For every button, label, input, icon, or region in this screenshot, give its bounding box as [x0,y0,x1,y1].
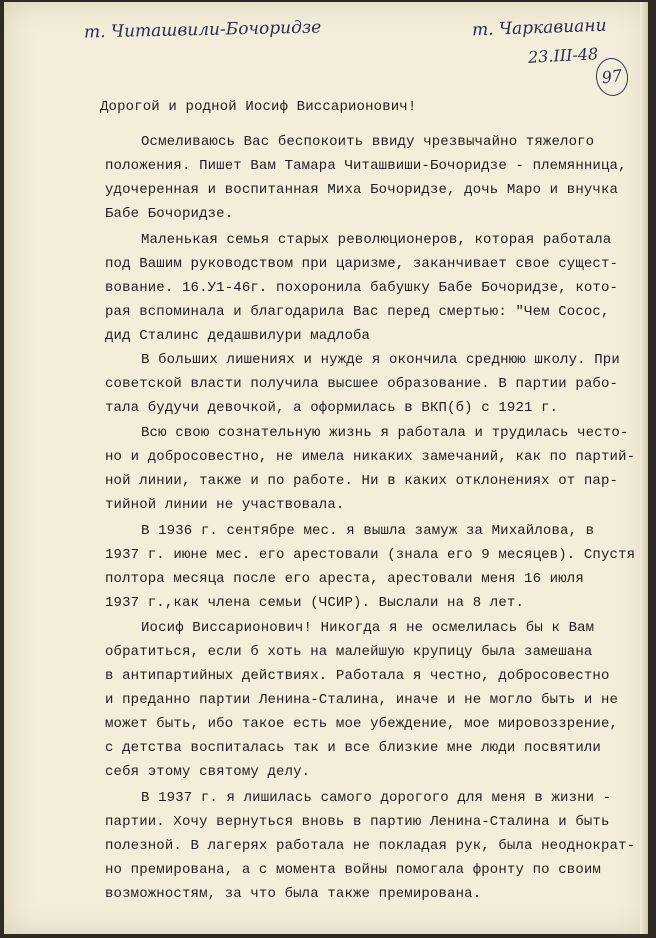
handwritten-date: 23.III-48 [527,44,599,67]
text-line: полезной. В лагерях работала не покладая рук, была неоднократ- [105,838,636,854]
text-line: ной линии, также и по работе. Ни в каких отклонениях от пар- [105,473,619,489]
text-line: вование. 16.У1-46г. похоронила бабушку Бабе Бочоридзе, кото- [105,280,619,296]
text-line: рая вспоминала и благодарила Вас перед смертью: "Чем Сосос, [105,304,610,320]
text-line: может быть, ибо такое есть мое убеждение, мое мировоззрение, [105,716,619,732]
handwritten-note-left: т. Читашвили-Бочоридзе [83,17,322,43]
text-line: полтора месяца после его ареста, арестовали меня 16 июля [105,571,584,587]
letter-greeting: Дорогой и родной Иосиф Виссарионович! [100,99,417,115]
text-line: Маленькая семья старых революционеров, которая работала [141,232,612,248]
text-line: и преданно партии Ленина-Сталина, иначе и не могло быть и не [105,692,619,708]
page-number-circled: 97 [594,56,631,98]
text-line: тала будучи девочкой, а оформилась в ВКП(б) с 1921 г. [105,400,559,416]
text-line: в антипартийных действиях. Работала я честно, добросовестно [105,668,610,684]
text-line: Осмеливаюсь Вас беспокоить ввиду чрезвычайно тяжелого [141,134,595,150]
text-line: тийной линии не участвовала. [105,497,345,513]
text-line: В 1936 г. сентябре мес. я вышла замуж за Михайлова, в [141,523,595,539]
text-line: Всю свою сознательную жизнь я работала и трудилась често- [141,425,629,441]
text-line: дид Сталинс дедашвилури мадлоба [105,328,371,344]
text-line: но и добросовестно, не имела никаких замечаний, как по партий- [105,449,636,465]
text-line: под Вашим руководством при царизме, заканчивает свое сущест- [105,256,619,272]
text-line: возможностям, за что была также премирована. [105,886,482,902]
text-line: Иосиф Виссарионович! Никогда я не осмелилась бы к Вам [141,620,595,636]
text-line: с детства воспиталась так и все близкие мне люди посвятили [105,740,601,756]
document-page [4,2,648,934]
text-line: обратиться, если б хоть на малейшую крупицу была замешана [105,644,593,660]
handwritten-note-right: т. Чаркавиани [471,15,607,41]
text-line: положения. Пишет Вам Тамара Читашвиши-Бочоридзе - племянница, [105,158,627,174]
text-line: себя этому святому делу. [105,764,311,780]
text-line: партии. Хочу вернуться вновь в партию Ленина-Сталина и быть [105,814,610,830]
text-line: В 1937 г. я лишилась самого дорогого для меня в жизни - [141,790,612,806]
text-line: 1937 г.,как члена семьи (ЧСИР). Выслали на 8 лет. [105,595,525,611]
text-line: но премирована, а с момента войны помогала фронту по своим [105,862,601,878]
text-line: Бабе Бочоридзе. [105,206,234,222]
text-line: 1937 г. июне мес. его арестовали (знала его 9 месяцев). Спустя [105,547,636,563]
letter-body [4,2,648,934]
text-line: В больших лишениях и нужде я окончила среднюю школу. При [141,352,620,368]
text-line: советской власти получила высшее образование. В партии рабо- [105,376,619,392]
text-line: удочеренная и воспитанная Миха Бочоридзе, дочь Маро и внучка [105,182,619,198]
